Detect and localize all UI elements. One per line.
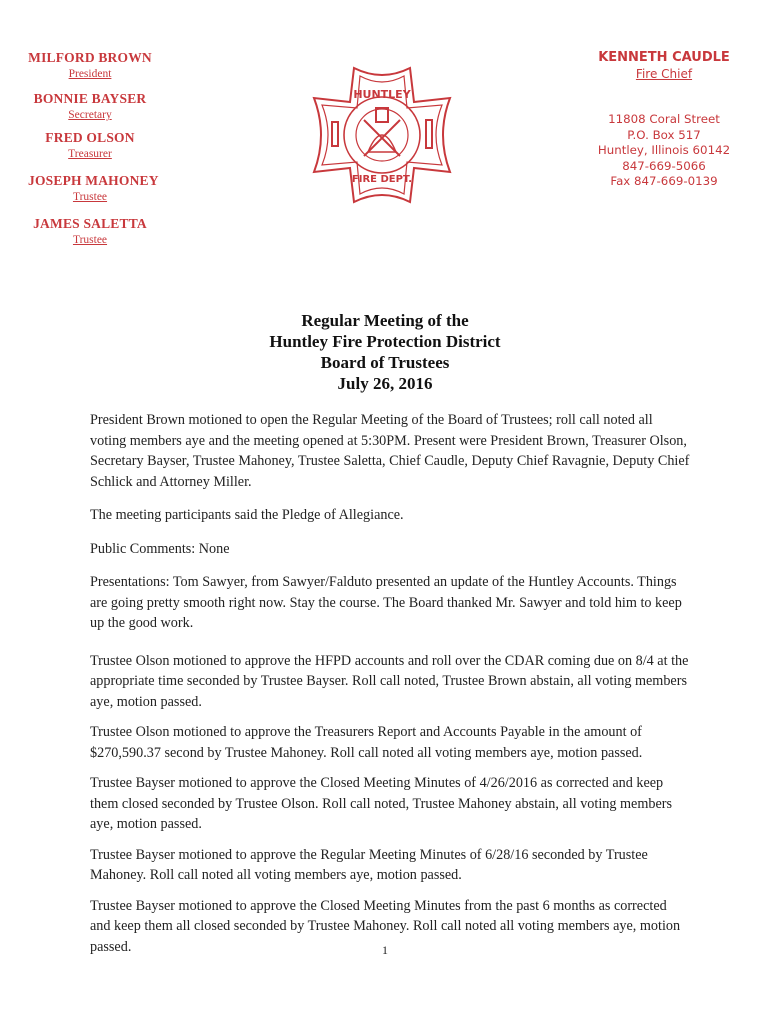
paragraph: Trustee Olson motioned to approve the Treasurers Report and Accounts Payable in the amount of $270,590.37 second by Trustee Mahoney. Roll call noted all voting members aye, motion passed. [90,724,643,761]
officer-name: FRED OLSON [45,130,135,145]
address-phone: 847-669-5066 [622,158,706,173]
paragraph: Trustee Bayser motioned to approve the Closed Meeting Minutes of 4/26/2016 as corrected and keep them closed seconded by Trustee Olson. Roll call noted, Trustee Mahoney abstain, all voting members aye, motion passed. [90,775,673,832]
officer-name: MILFORD BROWN [28,50,152,65]
paragraph: Trustee Bayser motioned to approve the Regular Meeting Minutes of 6/28/16 seconded by Trustee Mahoney. Roll call noted all voting members aye, motion passed. [90,846,648,883]
heading-line-2: Huntley Fire Protection District [269,332,501,351]
address-po-box: P.O. Box 517 [627,127,701,142]
paragraph: Public Comments: None [90,540,230,557]
officer-title: Treasurer [68,148,112,160]
officer-title: President [68,68,112,80]
officer-title: Trustee [72,191,108,203]
officer-trustee-saletta [28,216,152,246]
page-number: 1 [382,943,388,957]
paragraph: Presentations: Tom Sawyer, from Sawyer/Falduto presented an update of the Huntley Accounts. Things are going pretty smooth right now. Stay the course. The Board thanked Mr. Sawyer and told him to keep up the good work. [90,574,682,631]
officer-title: Secretary [68,109,112,121]
officer-name: JOSEPH MAHONEY [28,173,159,188]
chief-title: Fire Chief [635,67,693,81]
address-street: 11808 Coral Street [608,112,720,126]
fire-dept-logo [306,60,458,210]
heading-date: July 26, 2016 [337,374,433,393]
officer-president [28,50,152,80]
meeting-heading [200,310,570,394]
shield-icon [376,108,388,122]
officer-name: BONNIE BAYSER [33,91,147,106]
address-fax: Fax 847-669-0139 [610,174,718,188]
chief-name: KENNETH CAUDLE [598,50,730,65]
officer-secretary [28,91,152,121]
officer-trustee-mahoney [28,173,159,203]
logo-bottom-text: FIRE DEPT. [351,174,413,185]
address-city: Huntley, Illinois 60142 [597,143,731,157]
address-block [584,112,744,190]
paragraph: The meeting participants said the Pledge of Allegiance. [90,507,404,523]
minutes-body [90,410,690,970]
paragraph: Trustee Olson motioned to approve the HFPD accounts and roll over the CDAR coming due on 8/4 at the appropriate time seconded by Trustee Bayser. Roll call noted, Trustee Brown abstain, all voting members aye, motion passed. [90,652,689,710]
officer-name: JAMES SALETTA [33,216,147,231]
heading-line-1: Regular Meeting of the [301,311,469,330]
fire-chief [584,50,744,81]
logo-top-text: HUNTLEY [353,88,411,101]
ladder-icon [426,120,432,148]
paragraph: Trustee Bayser motioned to approve the Closed Meeting Minutes from the past 6 months as corrected and keep them all closed seconded by Trustee Mahoney. Roll call noted all voting members aye, motion passed. [90,897,681,955]
officer-title: Trustee [72,234,108,246]
officer-treasurer [28,130,152,160]
paragraph: President Brown motioned to open the Regular Meeting of the Board of Trustees; roll call noted all voting members aye and the meeting opened at 5:30PM. Present were President Brown, Treasurer Olson, Secretary Bayser, Trustee Mahoney, Trustee Saletta, Chief Caudle, Deputy Chief Ravagnie, Deputy Chief Schlick and Attorney Miller. [90,412,690,490]
extinguisher-icon [332,122,338,146]
heading-line-3: Board of Trustees [320,353,450,372]
